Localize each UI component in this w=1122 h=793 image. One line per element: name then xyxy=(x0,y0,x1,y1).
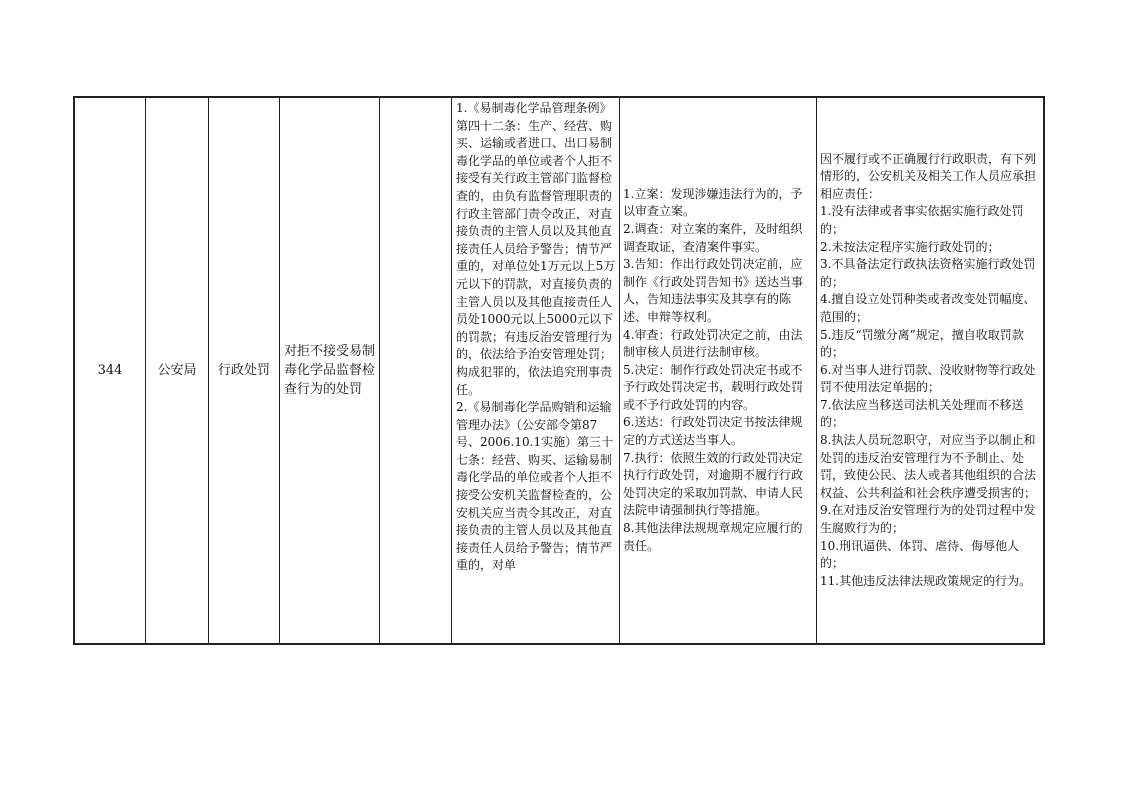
basis-item: 1.《易制毒化学品管理条例》第四十二条：生产、经营、购买、运输或者进口、出口易制毒化学品的单位或者个人拒不接受有关行政主管部门监督检查的，由负有监督管理职责的行政主管部门责令改正，对直接负责的主管人员以及其他直接责任人员给予警告；情节严重的，对单位处1万元以上5万元以下的罚款，对直接负责的主管人员以及其他直接责任人员处1000元以上5000元以下的罚款；有违反治安管理行为的，依法给予治安管理处罚；构成犯罪的，依法追究刑事责任。 xyxy=(456,101,616,397)
cell-sub-item xyxy=(380,98,452,643)
cell-department xyxy=(146,98,209,643)
process-step: 2.调查：对立案的案件，及时组织调查取证，查清案件事实。 xyxy=(623,221,803,254)
process-steps xyxy=(620,186,816,555)
liability-item: 6.对当事人进行罚款、没收财物等行政处罚不使用法定单据的； xyxy=(820,362,1036,395)
liability-item: 4.擅自设立处罚种类或者改变处罚幅度、范围的； xyxy=(820,292,1036,324)
liability-item: 9.在对违反治安管理行为的处罚过程中发生腐败行为的； xyxy=(820,503,1036,536)
liability-list xyxy=(817,151,1045,591)
liability-item: 因不履行或不正确履行行政职责，有下列情形的，公安机关及相关工作人员应承担相应责任： xyxy=(820,151,1037,201)
process-step: 3.告知：作出行政处罚决定前，应制作《行政处罚告知书》送达当事人，告知违法事实及其享有的陈述、申辩等权利。 xyxy=(623,257,804,324)
cell-row-number xyxy=(75,98,146,643)
process-step: 8.其他法律法规规章规定应履行的责任。 xyxy=(623,521,803,553)
liability-item: 2.未按法定程序实施行政处罚的； xyxy=(820,239,1000,254)
cell-item-name xyxy=(280,98,380,643)
row-number: 344 xyxy=(97,363,123,378)
liability-item: 10.刑讯逼供、体罚、虐待、侮辱他人的； xyxy=(820,538,1020,571)
process-step: 4.审查：行政处罚决定之前，由法制审核人员进行法制审核。 xyxy=(623,327,803,360)
power-category: 行政处罚 xyxy=(217,363,270,378)
liability-item: 1.没有法律或者事实依据实施行政处罚的； xyxy=(820,204,1024,236)
liability-item: 3.不具备法定行政执法资格实施行政处罚的； xyxy=(820,257,1036,289)
cell-legal-basis xyxy=(452,98,620,643)
liability-item: 11.其他违反法律法规政策规定的行为。 xyxy=(820,573,1032,588)
basis-item: 2.《易制毒化学品购销和运输管理办法》（公安部令第87号、2006.10.1实施）第三十七条：经营、购买、运输易制毒化学品的单位或者个人拒不接受公安机关监督检查的，公安机关应当责令其改正，对直接负责的主管人员以及其他直接责任人员给予警告；情节严重的，对单 xyxy=(456,400,614,573)
department: 公安局 xyxy=(157,363,197,378)
responsibility-table xyxy=(73,96,1045,645)
cell-process xyxy=(620,98,817,643)
cell-liability xyxy=(817,98,1045,643)
item-name: 对拒不接受易制毒化学品监督检查行为的处罚 xyxy=(284,344,376,397)
liability-item: 7.依法应当移送司法机关处理而不移送的； xyxy=(820,397,1024,430)
process-step: 6.送达：行政处罚决定书按法律规定的方式送达当事人。 xyxy=(623,415,803,448)
liability-item: 8.执法人员玩忽职守，对应当予以制止和处罚的违反治安管理行为不予制止、处罚，致使公民、法人或者其他组织的合法权益、公共利益和社会秩序遭受损害的； xyxy=(820,433,1037,500)
process-step: 1.立案：发现涉嫌违法行为的，予以审查立案。 xyxy=(623,186,803,219)
process-step: 5.决定：制作行政处罚决定书或不予行政处罚决定书，载明行政处罚或不予行政处罚的内容。 xyxy=(623,362,804,412)
cell-category xyxy=(209,98,280,643)
process-step: 7.执行：依照生效的行政处罚决定执行行政处罚，对逾期不履行行政处罚决定的采取加罚款、申请人民法院申请强制执行等措施。 xyxy=(623,450,804,518)
liability-item: 5.违反“罚缴分离”规定，擅自收取罚款的； xyxy=(820,327,1024,360)
legal-basis xyxy=(452,98,619,575)
